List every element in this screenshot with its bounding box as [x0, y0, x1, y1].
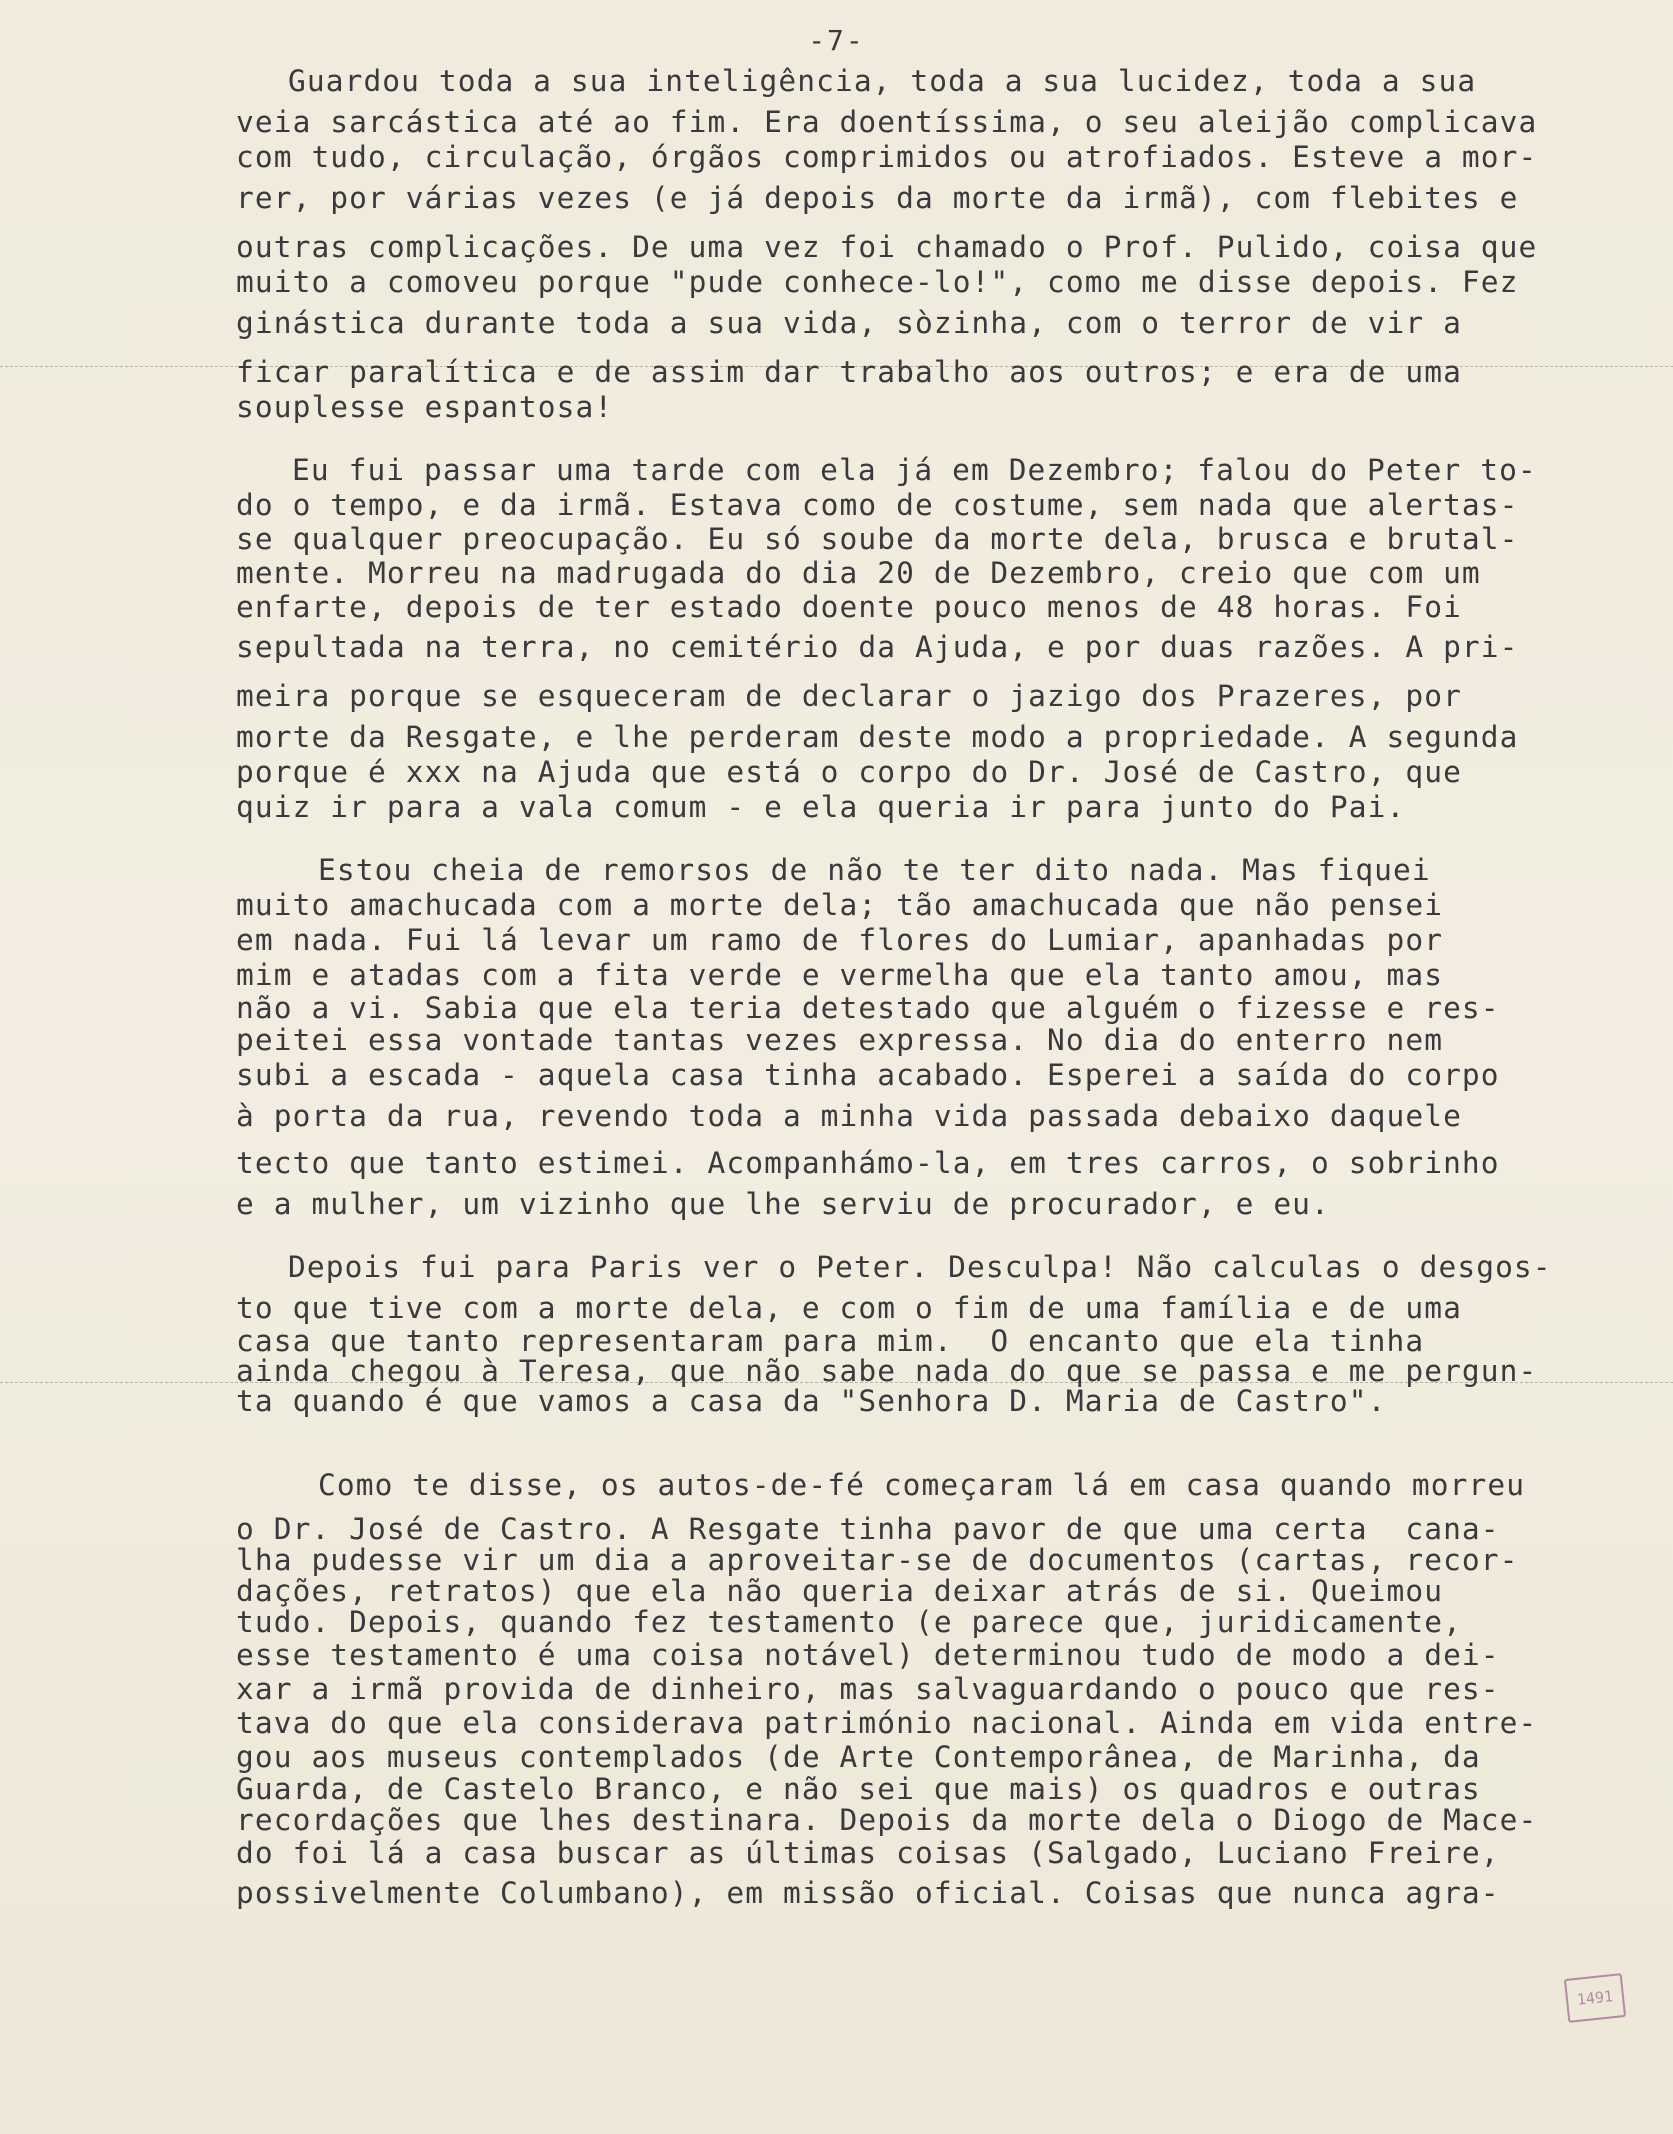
text-line: tudo. Depois, quando fez testamento (e parece que, juridicamente,: [236, 1605, 1462, 1639]
text-line: morte da Resgate, e lhe perderam deste modo a propriedade. A segunda: [236, 720, 1519, 754]
text-line: esse testamento é uma coisa notável) determinou tudo de modo a dei-: [236, 1638, 1500, 1672]
paragraph: [236, 853, 1646, 1222]
text-line: dações, retratos) que ela não queria deixar atrás de si. Queimou: [236, 1574, 1444, 1608]
text-line: Guardou toda a sua inteligência, toda a sua lucidez, toda a sua: [288, 64, 1477, 98]
text-line: quiz ir para a vala comum - e ela queria ir para junto do Pai.: [236, 790, 1406, 824]
text-line: tava do que ela considerava património nacional. Ainda em vida entre-: [236, 1706, 1538, 1740]
text-line: porque é xxx na Ajuda que está o corpo do Dr. José de Castro, que: [236, 755, 1462, 789]
text-line: mente. Morreu na madrugada do dia 20 de Dezembro, creio que com um: [236, 556, 1481, 590]
text-line: em nada. Fui lá levar um ramo de flores do Lumiar, apanhadas por: [236, 923, 1444, 957]
text-line: casa que tanto representaram para mim. O encanto que ela tinha: [236, 1324, 1425, 1358]
text-line: do foi lá a casa buscar as últimas coisas (Salgado, Luciano Freire,: [236, 1836, 1500, 1870]
text-line: ginástica durante toda a sua vida, sòzinha, com o terror de vir a: [236, 306, 1462, 340]
paragraph: [236, 1468, 1646, 1911]
text-line: to que tive com a morte dela, e com o fim de uma família e de uma: [236, 1291, 1462, 1325]
text-line: ta quando é que vamos a casa da "Senhora D. Maria de Castro".: [236, 1384, 1387, 1418]
text-line: do o tempo, e da irmã. Estava como de costume, sem nada que alertas-: [236, 488, 1519, 522]
letter-body: [236, 64, 1646, 1939]
text-line: não a vi. Sabia que ela teria detestado que alguém o fizesse e res-: [236, 991, 1500, 1025]
text-line: gou aos museus contemplados (de Arte Contemporânea, de Marinha, da: [236, 1740, 1481, 1774]
text-line: tecto que tanto estimei. Acompanhámo-la, em tres carros, o sobrinho: [236, 1146, 1500, 1180]
paragraph: [236, 453, 1646, 825]
text-line: possivelmente Columbano), em missão oficial. Coisas que nunca agra-: [236, 1876, 1500, 1910]
text-line: lha pudesse vir um dia a aproveitar-se de documentos (cartas, recor-: [236, 1543, 1519, 1577]
text-line: mim e atadas com a fita verde e vermelha que ela tanto amou, mas: [236, 958, 1444, 992]
text-line: xar a irmã provida de dinheiro, mas salvaguardando o pouco que res-: [236, 1672, 1500, 1706]
text-line: peitei essa vontade tantas vezes expressa. No dia do enterro nem: [236, 1023, 1444, 1057]
paragraph: [236, 64, 1646, 425]
text-line: ainda chegou à Teresa, que não sabe nada do que se passa e me pergun-: [236, 1354, 1538, 1388]
text-line: souplesse espantosa!: [236, 390, 614, 424]
text-line: Depois fui para Paris ver o Peter. Desculpa! Não calculas o desgos-: [288, 1250, 1552, 1284]
text-line: e a mulher, um vizinho que lhe serviu de procurador, e eu.: [236, 1187, 1330, 1221]
text-line: subi a escada - aquela casa tinha acabado. Esperei a saída do corpo: [236, 1058, 1500, 1092]
text-line: Eu fui passar uma tarde com ela já em Dezembro; falou do Peter to-: [292, 453, 1537, 487]
text-line: meira porque se esqueceram de declarar o jazigo dos Prazeres, por: [236, 679, 1462, 713]
text-line: o Dr. José de Castro. A Resgate tinha pavor de que uma certa cana-: [236, 1512, 1500, 1546]
text-line: enfarte, depois de ter estado doente pouco menos de 48 horas. Foi: [236, 590, 1462, 624]
text-line: se qualquer preocupação. Eu só soube da morte dela, brusca e brutal-: [236, 522, 1519, 556]
text-line: Como te disse, os autos-de-fé começaram lá em casa quando morreu: [318, 1468, 1526, 1502]
text-line: ficar paralítica e de assim dar trabalho aos outros; e era de uma: [236, 355, 1462, 389]
text-line: muito a comoveu porque "pude conhece-lo!", como me disse depois. Fez: [236, 265, 1519, 299]
page-number: -7-: [808, 24, 865, 57]
text-line: sepultada na terra, no cemitério da Ajuda, e por duas razões. A pri-: [236, 630, 1519, 664]
text-line: Estou cheia de remorsos de não te ter dito nada. Mas fiquei: [318, 853, 1431, 887]
text-line: à porta da rua, revendo toda a minha vida passada debaixo daquele: [236, 1099, 1462, 1133]
text-line: rer, por várias vezes (e já depois da morte da irmã), com flebites e: [236, 181, 1519, 215]
text-line: Guarda, de Castelo Branco, e não sei que mais) os quadros e outras: [236, 1772, 1481, 1806]
text-line: veia sarcástica até ao fim. Era doentíssima, o seu aleijão complicava: [236, 105, 1538, 139]
text-line: outras complicações. De uma vez foi chamado o Prof. Pulido, coisa que: [236, 230, 1538, 264]
text-line: muito amachucada com a morte dela; tão amachucada que não pensei: [236, 888, 1444, 922]
archive-stamp: 1491: [1564, 1973, 1626, 2023]
text-line: recordações que lhes destinara. Depois da morte dela o Diogo de Mace-: [236, 1803, 1538, 1837]
paragraph: [236, 1250, 1646, 1416]
text-line: com tudo, circulação, órgãos comprimidos ou atrofiados. Esteve a mor-: [236, 140, 1538, 174]
